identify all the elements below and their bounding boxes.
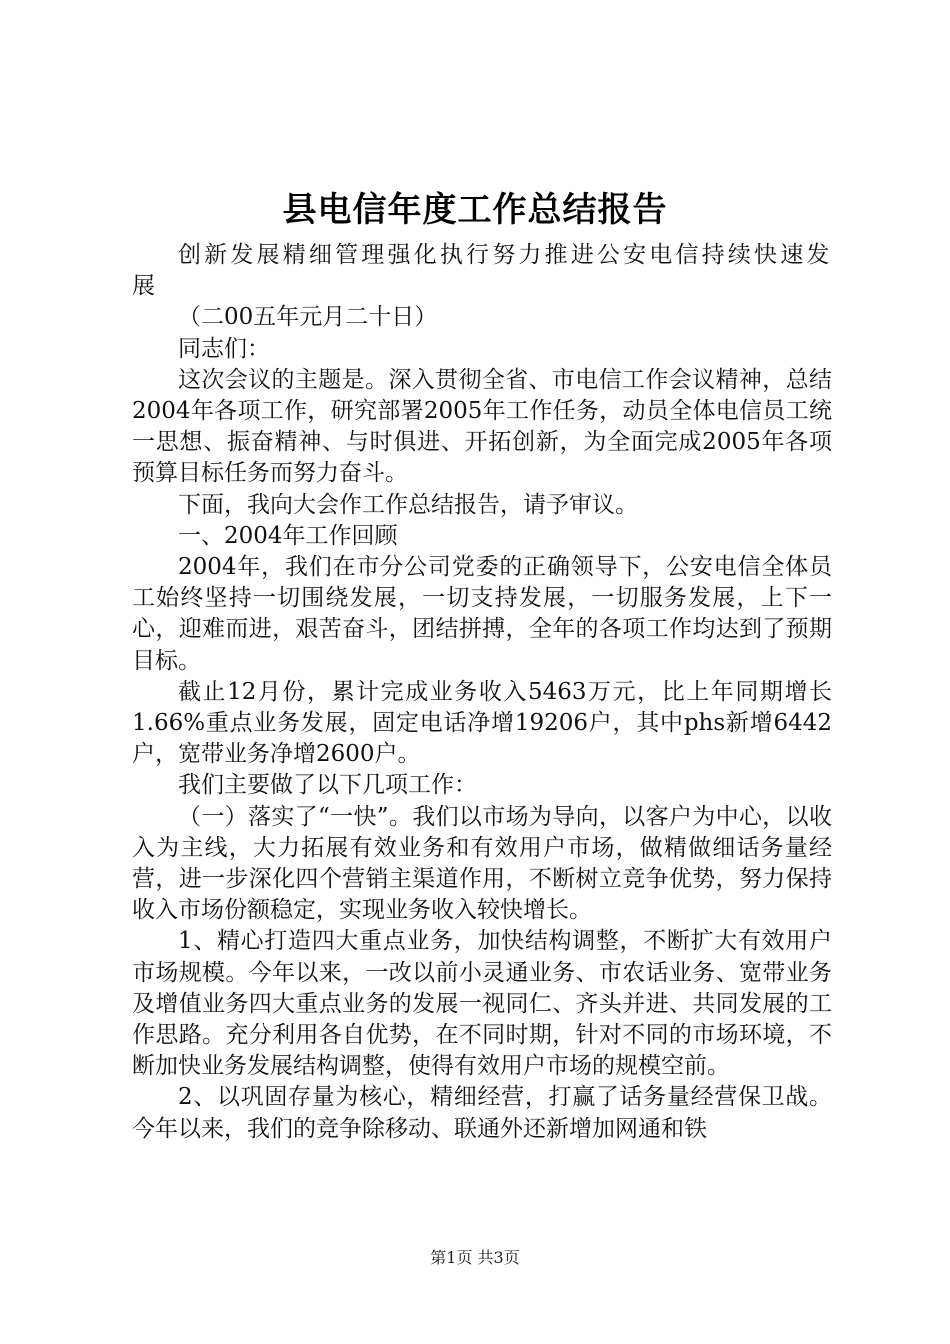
document-subtitle: 创新发展精细管理强化执行努力推进公安电信持续快速发展 [132,242,832,300]
body-paragraph: 1、精心打造四大重点业务，加快结构调整，不断扩大有效用户市场规模。今年以来，一改以前小灵通业务、市农话业务、宽带业务及增值业务四大重点业务的发展一视同仁、齐头并进、共同发展的工作思路。充分利用各自优势，在不同时期，针对不同的市场环境，不断加快业务发展结构调整，使得有效用户市场的规模空前。 [132,928,832,1080]
salutation: 同志们： [178,335,270,362]
section-heading: 一、2004年工作回顾 [178,522,398,549]
body-paragraph: （一）落实了“一快”。我们以市场为导向，以客户为中心，以收入为主线，大力拓展有效业务和有效用户市场，做精做细话务量经营，进一步深化四个营销主渠道作用，不断树立竞争优势，努力保持收入市场份额稳定，实现业务收入较快增长。 [132,803,832,924]
body-paragraph: 2、以巩固存量为核心，精细经营，打赢了话务量经营保卫战。今年以来，我们的竞争除移动、联通外还新增加网通和铁 [132,1084,832,1142]
body-paragraph: 下面，我向大会作工作总结报告，请予审议。 [178,491,638,518]
document-date: （二00五年元月二十日） [178,304,438,331]
body-paragraph: 这次会议的主题是。深入贯彻全省、市电信工作会议精神，总结2004年各项工作，研究部署2005年工作任务，动员全体电信员工统一思想、振奋精神、与时俱进、开拓创新，为全面完成2005年各项预算目标任务而努力奋斗。 [132,366,832,487]
page-footer: 第1页 共3页 [430,1248,520,1267]
body-paragraph: 截止12月份，累计完成业务收入5463万元，比上年同期增长1.66%重点业务发展，固定电话净增19206户，其中phs新增6442户，宽带业务净增2600户。 [132,678,832,768]
body-paragraph: 2004年，我们在市分公司党委的正确领导下，公安电信全体员工始终坚持一切围绕发展，一切支持发展，一切服务发展，上下一心，迎难而进，艰苦奋斗，团结拼搏，全年的各项工作均达到了预期目标。 [132,554,832,674]
body-paragraph: 我们主要做了以下几项工作： [178,772,477,799]
document-body [132,240,832,1145]
document-title: 县电信年度工作总结报告 [282,190,668,230]
